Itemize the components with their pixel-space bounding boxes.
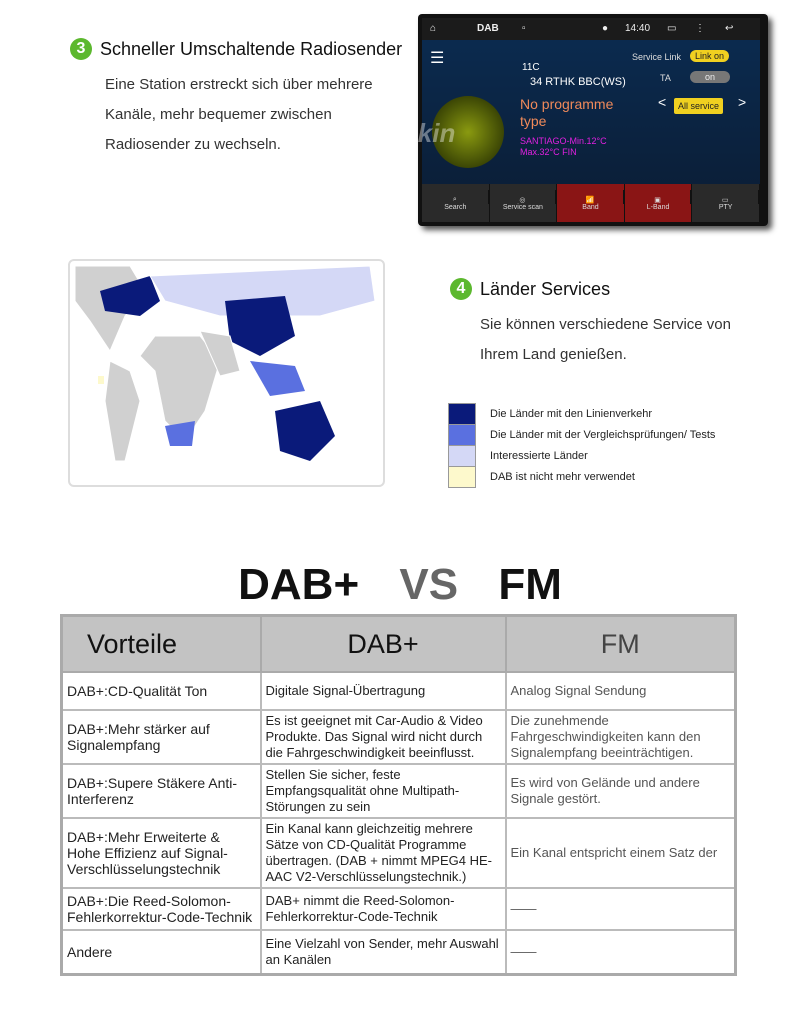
table-cell: Andere bbox=[62, 930, 261, 974]
location-icon: ● bbox=[602, 23, 609, 34]
legend-swatch bbox=[448, 445, 476, 467]
table-row bbox=[62, 930, 736, 974]
search-button[interactable]: ⌕ Search bbox=[422, 184, 490, 222]
step-number-badge: 4 bbox=[450, 278, 472, 300]
world-map bbox=[68, 259, 385, 487]
table-cell: —— bbox=[506, 888, 736, 930]
text-line: Sie können verschiedene Service von bbox=[480, 316, 731, 333]
watermark: pumpkin bbox=[347, 118, 456, 148]
section-title: Schneller Umschaltende Radiosender bbox=[100, 39, 403, 59]
table-cell: Ein Kanal kann gleichzeitig mehrere Sätze von CD-Qualität Programme übertragen. (DAB + nimmt MPEG4 HE-AAC V2-Verschlüsselungstechnik.) bbox=[261, 818, 506, 888]
table-row bbox=[62, 764, 736, 818]
band-button[interactable]: 📶 Band bbox=[557, 184, 625, 222]
service-scan-button[interactable]: ◎ Service scan bbox=[490, 184, 558, 222]
menu-dots-icon[interactable]: ⋮ bbox=[695, 23, 705, 34]
legend-item: Die Länder mit der Vergleichsprüfungen/ Tests bbox=[448, 424, 715, 446]
pty-icon: ▭ bbox=[692, 190, 759, 204]
programme-type: No programme type bbox=[520, 96, 614, 129]
legend-item: Interessierte Länder bbox=[448, 445, 588, 467]
text-line: Eine Station erstreckt sich über mehrere bbox=[105, 76, 373, 93]
table-cell: Eine Vielzahl von Sender, mehr Auswahl an Kanälen bbox=[261, 930, 506, 974]
search-icon: ⌕ bbox=[422, 190, 489, 204]
bottom-toolbar bbox=[422, 184, 760, 222]
section-description bbox=[480, 310, 780, 370]
channel: 11C bbox=[522, 62, 540, 73]
l-icon: ▣ bbox=[625, 190, 692, 204]
battery-icon: ▭ bbox=[667, 23, 677, 34]
prev-arrow-icon[interactable]: < bbox=[658, 94, 667, 110]
next-arrow-icon[interactable]: > bbox=[738, 94, 747, 110]
table-cell: Ein Kanal entspricht einem Satz der bbox=[506, 818, 736, 888]
list-icon[interactable]: ☰ bbox=[430, 50, 445, 67]
app-name: DAB bbox=[477, 23, 499, 34]
comparison-table bbox=[60, 614, 737, 976]
service-link-toggle[interactable]: Link on bbox=[690, 50, 729, 62]
table-cell: Die zunehmende Fahrgeschwindigkeiten kann den Signalempfang beeinträchtigen. bbox=[506, 710, 736, 764]
section-title: Länder Services bbox=[480, 279, 611, 299]
radio-screen bbox=[347, 14, 768, 226]
legend-swatch bbox=[448, 403, 476, 425]
status-bar bbox=[422, 18, 760, 40]
column-header: Vorteile bbox=[62, 616, 261, 673]
step-number-badge: 3 bbox=[70, 38, 92, 60]
table-cell: DAB+:Die Reed-Solomon-Fehlerkorrektur-Code-Technik bbox=[62, 888, 261, 930]
service-link-label: Service Link bbox=[632, 52, 682, 62]
table-cell: Digitale Signal-Übertragung bbox=[261, 672, 506, 710]
table-cell: Es wird von Gelände und andere Signale gestört. bbox=[506, 764, 736, 818]
table-cell: DAB+:Mehr stärker auf Signalempfang bbox=[62, 710, 261, 764]
legend-item: Die Länder mit den Linienverkehr bbox=[448, 403, 652, 425]
world-map-graphic bbox=[70, 261, 383, 485]
legend-swatch bbox=[448, 466, 476, 488]
table-cell: Analog Signal Sendung bbox=[506, 672, 736, 710]
comparison-title: DAB+ VS FM bbox=[238, 560, 562, 609]
text-line: Radiosender zu wechseln. bbox=[105, 136, 281, 153]
ta-toggle[interactable]: on bbox=[690, 71, 730, 83]
table-cell: DAB+:Mehr Erweiterte & Hohe Effizienz auf Signal-Verschlüsselungstechnik bbox=[62, 818, 261, 888]
column-header: DAB+ bbox=[261, 616, 506, 673]
service-filter-button[interactable]: All service bbox=[674, 98, 723, 114]
clock: 14:40 bbox=[625, 23, 651, 34]
column-header: FM bbox=[506, 616, 736, 673]
back-icon[interactable]: ↩ bbox=[725, 23, 734, 34]
image-icon: ▫ bbox=[522, 23, 526, 34]
pty-button[interactable]: ▭ PTY bbox=[692, 184, 760, 222]
legend-item: DAB ist nicht mehr verwendet bbox=[448, 466, 635, 488]
l-band-button[interactable]: ▣ L-Band bbox=[625, 184, 693, 222]
signal-icon: 📶 bbox=[557, 190, 624, 204]
home-icon[interactable]: ⌂ bbox=[430, 23, 437, 34]
text-line: Kanäle, mehr bequemer zwischen bbox=[105, 106, 332, 123]
table-header-row bbox=[62, 616, 736, 673]
ta-label: TA bbox=[660, 73, 671, 83]
table-cell: —— bbox=[506, 930, 736, 974]
table-cell: DAB+:CD-Qualität Ton bbox=[62, 672, 261, 710]
table-row bbox=[62, 888, 736, 930]
legend-swatch bbox=[448, 424, 476, 446]
table-row bbox=[62, 818, 736, 888]
table-cell: Stellen Sie sicher, feste Empfangsqualität ohne Multipath-Störungen zu sein bbox=[261, 764, 506, 818]
table-cell: DAB+:Supere Stäkere Anti-Interferenz bbox=[62, 764, 261, 818]
table-row bbox=[62, 672, 736, 710]
table-cell: DAB+ nimmt die Reed-Solomon-Fehlerkorrektur-Code-Technik bbox=[261, 888, 506, 930]
text-line: Ihrem Land genießen. bbox=[480, 346, 627, 363]
station-name: 34 RTHK BBC(WS) bbox=[530, 76, 626, 88]
scan-icon: ◎ bbox=[490, 190, 557, 204]
table-cell: Es ist geeignet mit Car-Audio & Video Produkte. Das Signal wird nicht durch die Fahrgeschwindigkeit beeinflusst. bbox=[261, 710, 506, 764]
table-row bbox=[62, 710, 736, 764]
station-info: SANTIAGO-Min.12°C Max.32°C FIN bbox=[520, 136, 607, 157]
